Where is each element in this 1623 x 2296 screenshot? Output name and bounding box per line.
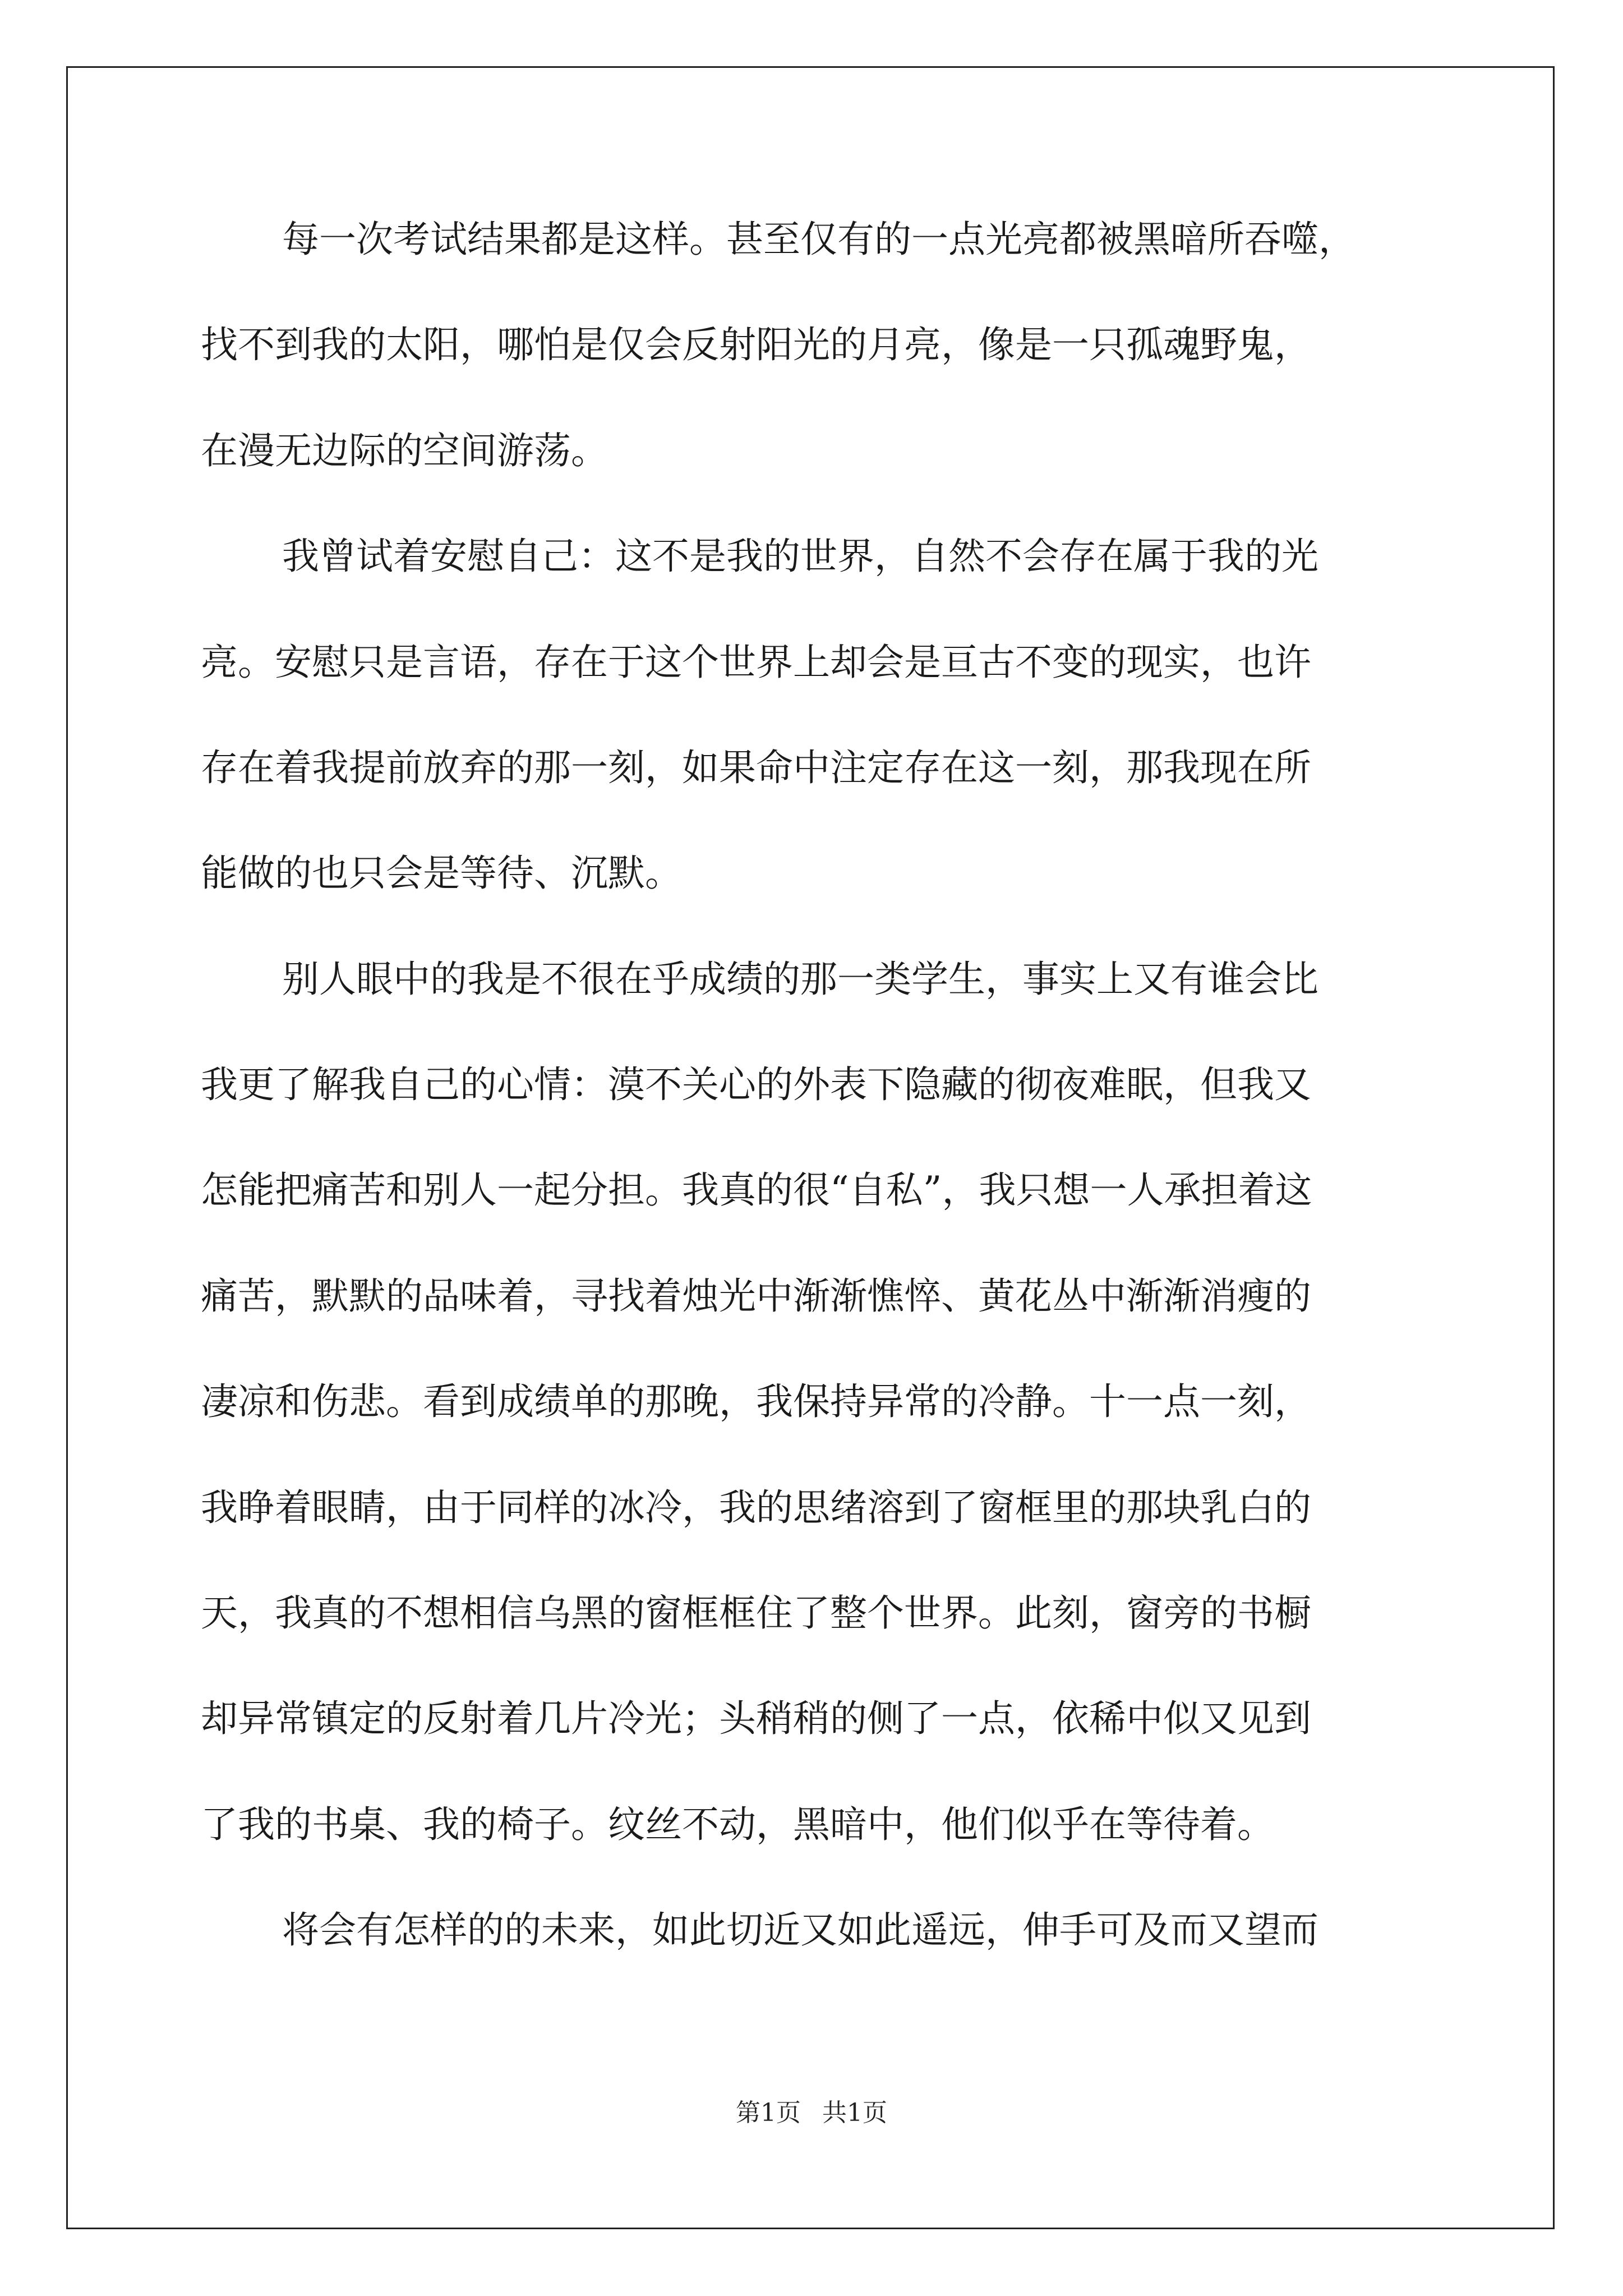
paragraph-1-line-2: 找不到我的太阳，哪怕是仅会反射阳光的月亮，像是一只孤魂野鬼，	[201, 323, 1311, 367]
line-gap	[201, 900, 1429, 953]
paragraph-3-line-4: 痛苦，默默的品味着，寻找着烛光中渐渐憔悴、黄花丛中渐渐消瘦的	[201, 1274, 1311, 1318]
paragraph-1-line-1: 每一次考试结果都是这样。甚至仅有的一点光亮都被黑暗所吞噬，	[282, 218, 1355, 261]
paragraph-3-line-3: 怎能把痛苦和别人一起分担。我真的很“自私”，我只想一人承担着这	[201, 1168, 1312, 1212]
paragraph-3-line-5: 凄凉和伤悲。看到成绩单的那晚，我保持异常的冷静。十一点一刻，	[201, 1380, 1311, 1424]
line-gap	[201, 794, 1429, 847]
paragraph-2-line-2: 亮。安慰只是言语，存在于这个世界上却会是亘古不变的现实，也许	[201, 640, 1311, 684]
paragraph-3-line-8: 却异常镇定的反射着几片冷光；头稍稍的侧了一点，依稀中似又见到	[201, 1697, 1311, 1741]
paragraph-2-line-4: 能做的也只会是等待、沉默。	[201, 852, 682, 895]
paragraph-3-line-7: 天，我真的不想相信乌黑的窗框框住了整个世界。此刻，窗旁的书橱	[201, 1591, 1311, 1635]
line-gap	[201, 1428, 1429, 1481]
line-gap	[201, 1323, 1429, 1375]
line-gap	[201, 372, 1429, 425]
paragraph-2-line-3: 存在着我提前放弃的那一刻，如果命中注定存在这一刻，那我现在所	[201, 746, 1311, 789]
paragraph-3-line-1: 别人眼中的我是不很在乎成绩的那一类学生，事实上又有谁会比	[282, 957, 1318, 1001]
paragraph-2-line-1: 我曾试着安慰自己：这不是我的世界，自然不会存在属于我的光	[282, 535, 1318, 578]
line-gap	[201, 689, 1429, 742]
line-gap	[201, 583, 1429, 636]
paragraph-3-line-9: 了我的书桌、我的椅子。纹丝不动，黑暗中，他们似乎在等待着。	[201, 1802, 1274, 1846]
line-gap	[201, 477, 1429, 530]
page-footer	[0, 2092, 1623, 2128]
line-gap	[201, 1006, 1429, 1059]
page-number: 第1页	[736, 2099, 801, 2127]
paragraph-3-line-6: 我睁着眼睛，由于同样的冰冷，我的思绪溶到了窗框里的那块乳白的	[201, 1485, 1311, 1529]
line-gap	[201, 1745, 1429, 1798]
paragraph-1-line-3: 在漫无边际的空间游荡。	[201, 429, 608, 472]
paragraph-4-line-1: 将会有怎样的的未来，如此切近又如此遥远，伸手可及而又望而	[282, 1908, 1318, 1952]
paragraph-3-line-2: 我更了解我自己的心情：漠不关心的外表下隐藏的彻夜难眠，但我又	[201, 1063, 1311, 1106]
line-gap	[201, 1217, 1429, 1270]
line-gap	[201, 1111, 1429, 1164]
line-gap	[201, 266, 1429, 319]
line-gap	[201, 1851, 1429, 1904]
document-body	[201, 213, 1429, 1957]
line-gap	[201, 1640, 1429, 1692]
page-total: 共1页	[822, 2099, 887, 2127]
line-gap	[201, 1534, 1429, 1587]
